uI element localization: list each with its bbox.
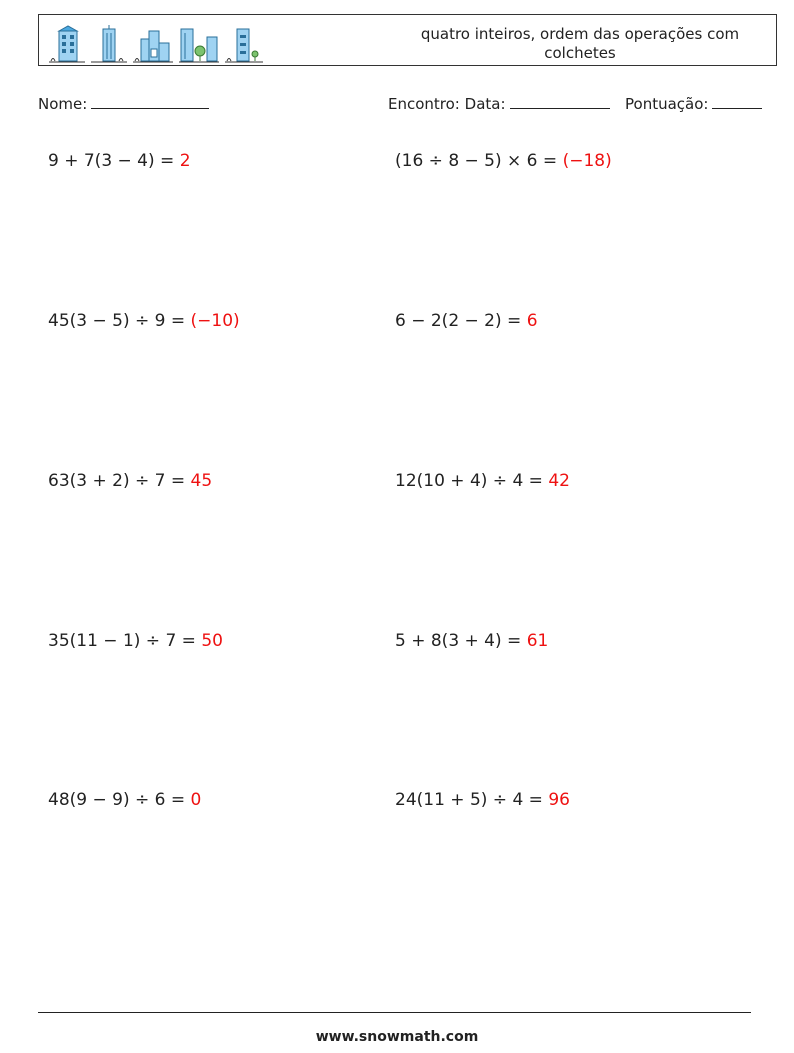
problem-expression: 6 − 2(2 − 2) = [395, 311, 527, 331]
encounter-date-field [388, 94, 610, 113]
problem-answer: 61 [526, 631, 549, 651]
name-field [38, 94, 209, 113]
problem-9 [48, 790, 201, 810]
problem-3 [48, 311, 240, 331]
problem-answer: 0 [190, 790, 202, 810]
tower-icon [91, 25, 127, 63]
problem-6 [395, 471, 570, 491]
problem-answer: 2 [179, 151, 191, 171]
problem-1 [48, 151, 191, 171]
problem-expression: 24(11 + 5) ÷ 4 = [395, 790, 549, 810]
problem-answer: 42 [548, 471, 570, 491]
name-blank[interactable] [91, 94, 209, 109]
problem-expression: 9 + 7(3 − 4) = [48, 151, 180, 171]
name-label: Nome: [38, 95, 88, 113]
problem-expression: (16 ÷ 8 − 5) × 6 = [395, 151, 563, 171]
encounter-label: Encontro: [388, 95, 460, 113]
problem-answer: 6 [526, 311, 538, 331]
problem-answer: 50 [201, 631, 223, 651]
date-label: Data: [464, 95, 506, 113]
footer-url[interactable]: www.snowmath.com [315, 1029, 479, 1045]
header-icons [49, 21, 263, 63]
problem-answer: (−10) [190, 311, 240, 331]
problem-4 [395, 311, 538, 331]
skyscraper-tree-icon [179, 25, 219, 63]
problem-expression: 45(3 − 5) ÷ 9 = [48, 311, 191, 331]
score-label: Pontuação: [625, 95, 709, 113]
problem-answer: 45 [190, 471, 213, 491]
problem-answer: (−18) [562, 151, 612, 171]
problem-2 [395, 151, 612, 171]
office-tree-icon [225, 25, 263, 63]
problem-5 [48, 471, 212, 491]
building-icon [49, 25, 85, 63]
header-box [38, 14, 777, 66]
date-blank[interactable] [510, 94, 610, 109]
problem-answer: 96 [548, 790, 570, 810]
problem-expression: 48(9 − 9) ÷ 6 = [48, 790, 191, 810]
problem-10 [395, 790, 570, 810]
problem-expression: 63(3 + 2) ÷ 7 = [48, 471, 191, 491]
problem-expression: 35(11 − 1) ÷ 7 = [48, 631, 202, 651]
footer-divider [38, 1012, 751, 1013]
problem-expression: 5 + 8(3 + 4) = [395, 631, 527, 651]
city-block-icon [133, 25, 173, 63]
score-field [625, 94, 762, 113]
problem-8 [395, 631, 548, 651]
problem-expression: 12(10 + 4) ÷ 4 = [395, 471, 549, 491]
problem-7 [48, 631, 223, 651]
worksheet-title: quatro inteiros, ordem das operações com colchetes [420, 25, 740, 62]
score-blank[interactable] [712, 94, 762, 109]
